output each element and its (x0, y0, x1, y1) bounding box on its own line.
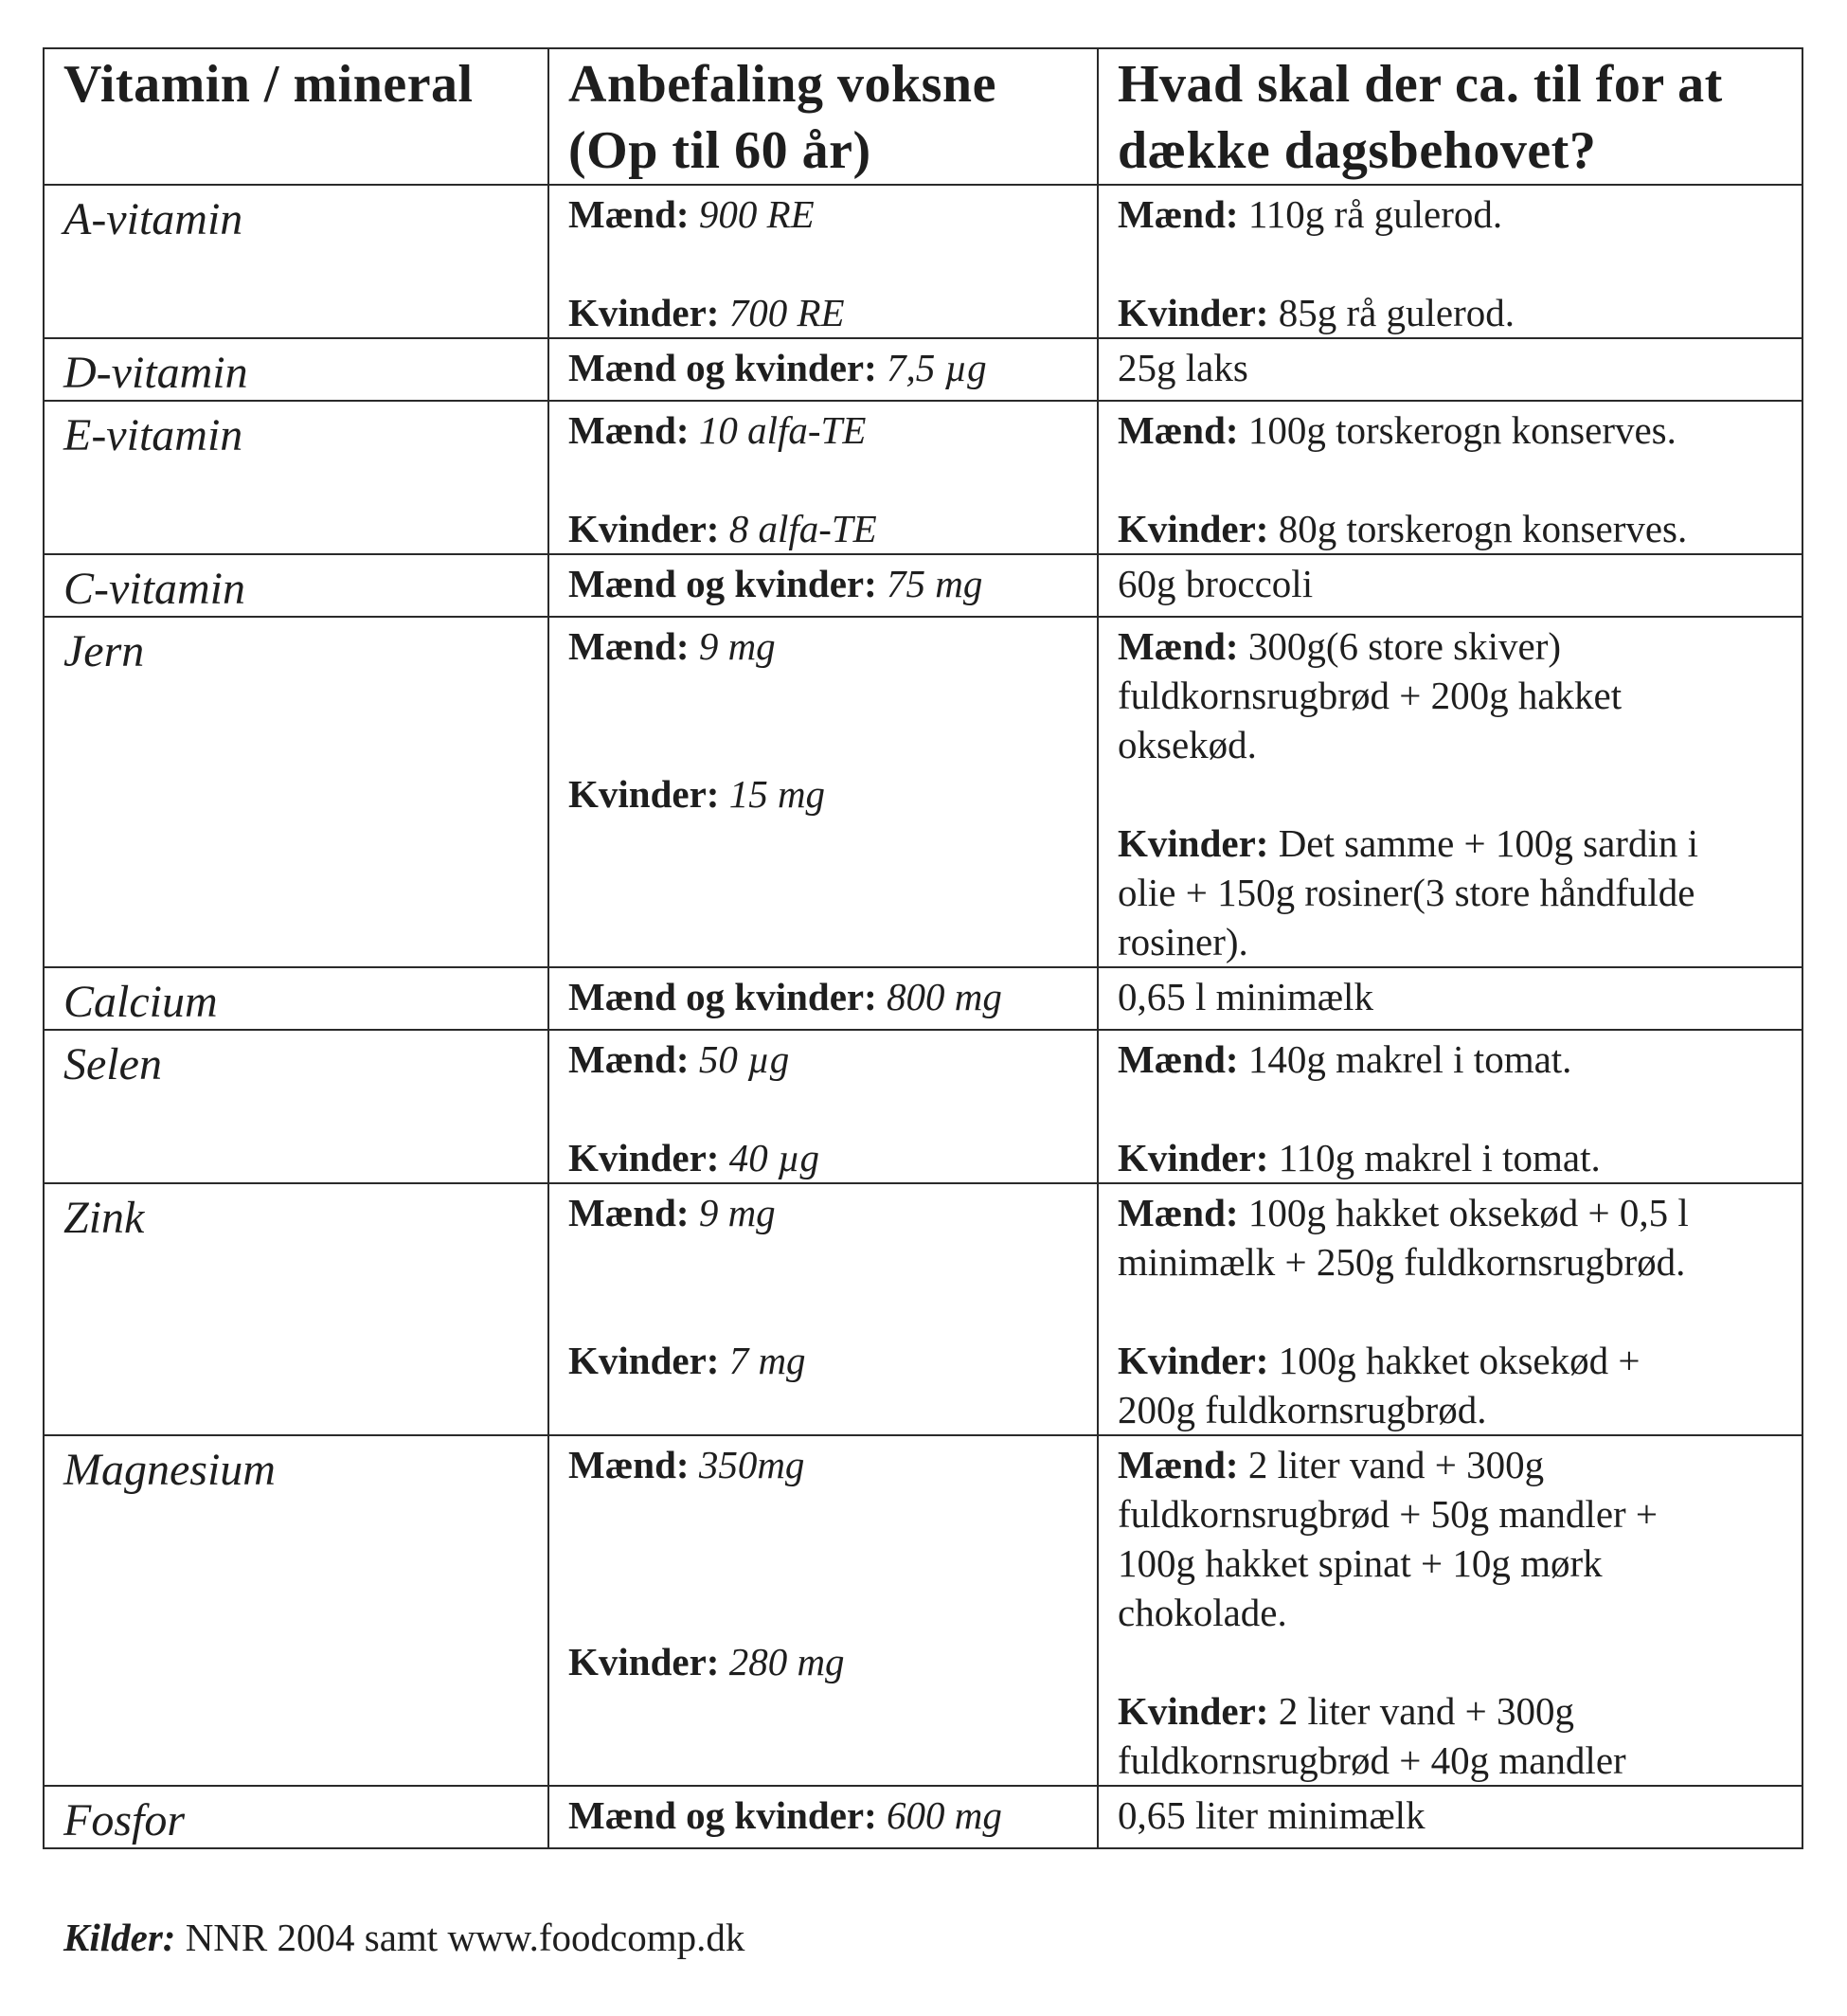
women-value: 15 mg (728, 772, 826, 816)
food-men-line: fuldkornsrugbrød + 50g mandler + (1118, 1492, 1659, 1536)
both-label: Mænd og kvinder: (568, 346, 877, 389)
sources-note (63, 1914, 744, 1961)
both-label: Mænd og kvinder: (568, 975, 877, 1018)
men-label: Mænd: (568, 1443, 690, 1486)
table-row (44, 1786, 1802, 1848)
women-label: Kvinder: (568, 507, 720, 550)
recommendation-cell (548, 401, 1098, 554)
men-value: 10 alfa-TE (698, 408, 867, 452)
header-row (44, 48, 1802, 185)
men-value: 350mg (698, 1443, 805, 1486)
food-women-line: 200g fuldkornsrugbrød. (1118, 1388, 1487, 1431)
food-men-label: Mænd: (1118, 408, 1239, 452)
row-name: C-vitamin (44, 554, 548, 617)
row-name: Calcium (44, 967, 548, 1030)
row-name: E-vitamin (44, 401, 548, 554)
food-women-label: Kvinder: (1118, 1136, 1269, 1179)
food-women-label: Kvinder: (1118, 291, 1269, 334)
food-women-text: 80g torskerogn konserves. (1278, 507, 1688, 550)
food-women-line: olie + 150g rosiner(3 store håndfulde (1118, 871, 1695, 914)
row-name: Jern (44, 617, 548, 967)
food-men-line: chokolade. (1118, 1591, 1287, 1634)
men-label: Mænd: (568, 1037, 690, 1081)
table-row (44, 401, 1802, 554)
recommendation-cell (548, 1183, 1098, 1435)
food-cell: 0,65 l minimælk (1098, 967, 1802, 1030)
header-col2-line1: Anbefaling voksne (568, 55, 996, 114)
women-value: 7 mg (728, 1339, 806, 1382)
header-col2-line2: (Op til 60 år) (568, 121, 871, 180)
men-label: Mænd: (568, 1191, 690, 1234)
recommendation-cell (548, 1030, 1098, 1183)
women-label: Kvinder: (568, 291, 720, 334)
men-label: Mænd: (568, 192, 690, 236)
row-name: D-vitamin (44, 338, 548, 401)
food-cell: 25g laks (1098, 338, 1802, 401)
food-cell: 0,65 liter minimælk (1098, 1786, 1802, 1848)
sources-label: Kilder: (63, 1916, 176, 1959)
women-value: 8 alfa-TE (728, 507, 877, 550)
food-women-label: Kvinder: (1118, 1339, 1269, 1382)
both-value: 800 mg (887, 975, 1002, 1018)
table-row (44, 1435, 1802, 1786)
food-men-text: 100g torskerogn konserves. (1247, 408, 1677, 452)
food-women-line: rosiner). (1118, 920, 1248, 963)
food-women-line: 2 liter vand + 300g (1278, 1689, 1575, 1733)
row-name: Zink (44, 1183, 548, 1435)
women-label: Kvinder: (568, 1640, 720, 1683)
food-men-label: Mænd: (1118, 1191, 1239, 1234)
food-cell (1098, 617, 1802, 967)
sources-text: NNR 2004 samt www.foodcomp.dk (185, 1916, 745, 1959)
women-value: 280 mg (728, 1640, 845, 1683)
food-women-label: Kvinder: (1118, 507, 1269, 550)
recommendation-cell (548, 1435, 1098, 1786)
food-cell (1098, 1030, 1802, 1183)
food-men-line: oksekød. (1118, 723, 1257, 766)
both-value: 75 mg (887, 562, 983, 605)
men-value: 9 mg (698, 1191, 776, 1234)
men-value: 50 µg (698, 1037, 790, 1081)
header-col1-text: Vitamin / mineral (63, 55, 474, 114)
food-cell: 60g broccoli (1098, 554, 1802, 617)
food-women-line: fuldkornsrugbrød + 40g mandler (1118, 1738, 1626, 1782)
food-men-text: 110g rå gulerod. (1247, 192, 1503, 236)
table-row (44, 1183, 1802, 1435)
row-name: Magnesium (44, 1435, 548, 1786)
food-men-line: 100g hakket oksekød + 0,5 l (1247, 1191, 1689, 1234)
header-vitamin-mineral (44, 48, 548, 185)
recommendation-cell (548, 1786, 1098, 1848)
men-label: Mænd: (568, 624, 690, 668)
men-value: 900 RE (698, 192, 815, 236)
header-daily-need (1098, 48, 1802, 185)
recommendation-cell (548, 617, 1098, 967)
food-men-label: Mænd: (1118, 192, 1239, 236)
women-label: Kvinder: (568, 1136, 720, 1179)
recommendation-cell (548, 554, 1098, 617)
table-row (44, 554, 1802, 617)
women-label: Kvinder: (568, 1339, 720, 1382)
recommendation-cell (548, 338, 1098, 401)
header-col3-line2: dække dagsbehovet? (1118, 121, 1597, 180)
men-value: 9 mg (698, 624, 776, 668)
header-recommendation (548, 48, 1098, 185)
food-men-line: 300g(6 store skiver) (1247, 624, 1562, 668)
food-cell (1098, 1183, 1802, 1435)
food-men-label: Mænd: (1118, 1443, 1239, 1486)
row-name: Fosfor (44, 1786, 548, 1848)
row-name: Selen (44, 1030, 548, 1183)
food-men-line: minimælk + 250g fuldkornsrugbrød. (1118, 1240, 1686, 1284)
table-row (44, 185, 1802, 338)
food-men-line: 2 liter vand + 300g (1247, 1443, 1545, 1486)
women-value: 700 RE (728, 291, 845, 334)
food-women-line: Det samme + 100g sardin i (1278, 821, 1698, 865)
food-women-text: 85g rå gulerod. (1278, 291, 1515, 334)
nutrient-table (43, 47, 1803, 1849)
table-row (44, 967, 1802, 1030)
food-women-line: 100g hakket oksekød + (1278, 1339, 1641, 1382)
table-row (44, 338, 1802, 401)
row-name: A-vitamin (44, 185, 548, 338)
food-men-label: Mænd: (1118, 624, 1239, 668)
men-label: Mænd: (568, 408, 690, 452)
food-men-line: fuldkornsrugbrød + 200g hakket (1118, 674, 1623, 717)
food-women-label: Kvinder: (1118, 821, 1269, 865)
food-women-text: 110g makrel i tomat. (1278, 1136, 1601, 1179)
food-women-label: Kvinder: (1118, 1689, 1269, 1733)
both-label: Mænd og kvinder: (568, 1793, 877, 1837)
food-men-label: Mænd: (1118, 1037, 1239, 1081)
food-cell (1098, 185, 1802, 338)
recommendation-cell (548, 185, 1098, 338)
both-label: Mænd og kvinder: (568, 562, 877, 605)
recommendation-cell (548, 967, 1098, 1030)
women-label: Kvinder: (568, 772, 720, 816)
header-col3-line1: Hvad skal der ca. til for at (1118, 55, 1723, 114)
table-row (44, 1030, 1802, 1183)
food-men-line: 100g hakket spinat + 10g mørk (1118, 1541, 1603, 1585)
food-cell (1098, 1435, 1802, 1786)
food-cell (1098, 401, 1802, 554)
food-men-text: 140g makrel i tomat. (1247, 1037, 1572, 1081)
both-value: 600 mg (887, 1793, 1002, 1837)
table-row (44, 617, 1802, 967)
both-value: 7,5 µg (887, 346, 987, 389)
women-value: 40 µg (728, 1136, 820, 1179)
